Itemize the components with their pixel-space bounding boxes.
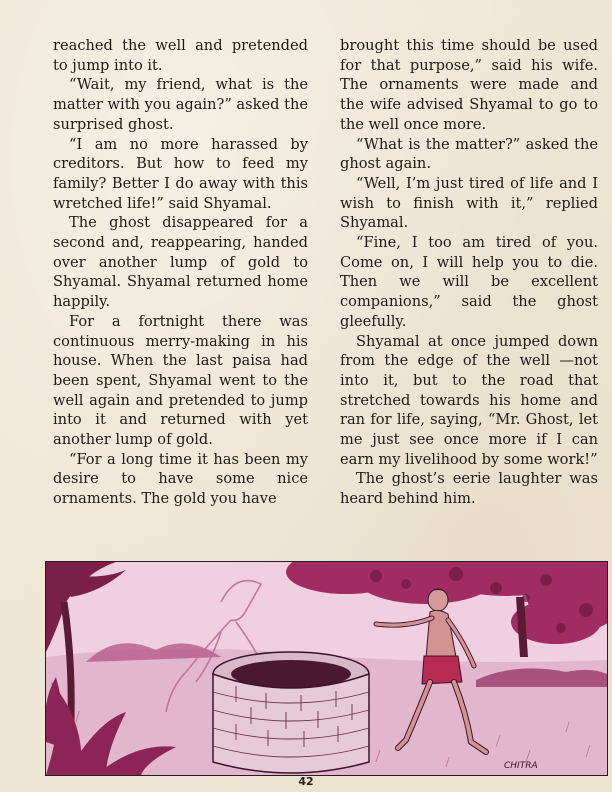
paragraph: The ghost disappeared for a second and, reappearing, handed over another lump of gold to Shyamal. Shyamal returned home happily.	[53, 214, 308, 311]
paragraph: reached the well and pretended to jump into it.	[53, 37, 308, 74]
paragraph: “Well, I’m just tired of life and I wish to finish with it,” replied Shyamal.	[340, 174, 598, 232]
paragraph: For a fortnight there was continuous merry-making in his house. When the last paisa had been spent, Shyamal went to the well again and pretended to jump into it and returned with yet another lump of gold.	[53, 312, 308, 449]
paragraph: “For a long time it has been my desire to have some nice ornaments. The gold you have	[53, 450, 308, 508]
paragraph: brought this time should be used for that purpose,” said his wife. The ornaments were made and the wife advised Shyamal to go to the well once more.	[340, 37, 598, 133]
artist-signature: CHITRA	[504, 761, 538, 771]
paragraph: “What is the matter?” asked the ghost again.	[340, 135, 598, 173]
page-number: 42	[298, 775, 314, 788]
paragraph: The ghost’s eerie laughter was heard behind him.	[340, 470, 598, 508]
paragraph: “I am no more harassed by creditors. But how to feed my family? Better I do away with this wretched life!” said Shyamal.	[53, 135, 308, 212]
paragraph: “Wait, my friend, what is the matter with you again?” asked the surprised ghost.	[53, 76, 308, 133]
story-illustration	[45, 561, 608, 776]
paragraph: Shyamal at once jumped down from the edge of the well —not into it, but to the road that stretched towards his home and ran for life, saying, “Mr. Ghost, let me just see once more if I can earn my livelihood by some work!”	[340, 332, 598, 468]
paragraph: “Fine, I too am tired of you. Come on, I will help you to die. Then we will be excellent companions,” said the ghost gleefully.	[340, 234, 598, 330]
right-text-column	[340, 36, 598, 509]
left-text-column	[53, 36, 308, 509]
